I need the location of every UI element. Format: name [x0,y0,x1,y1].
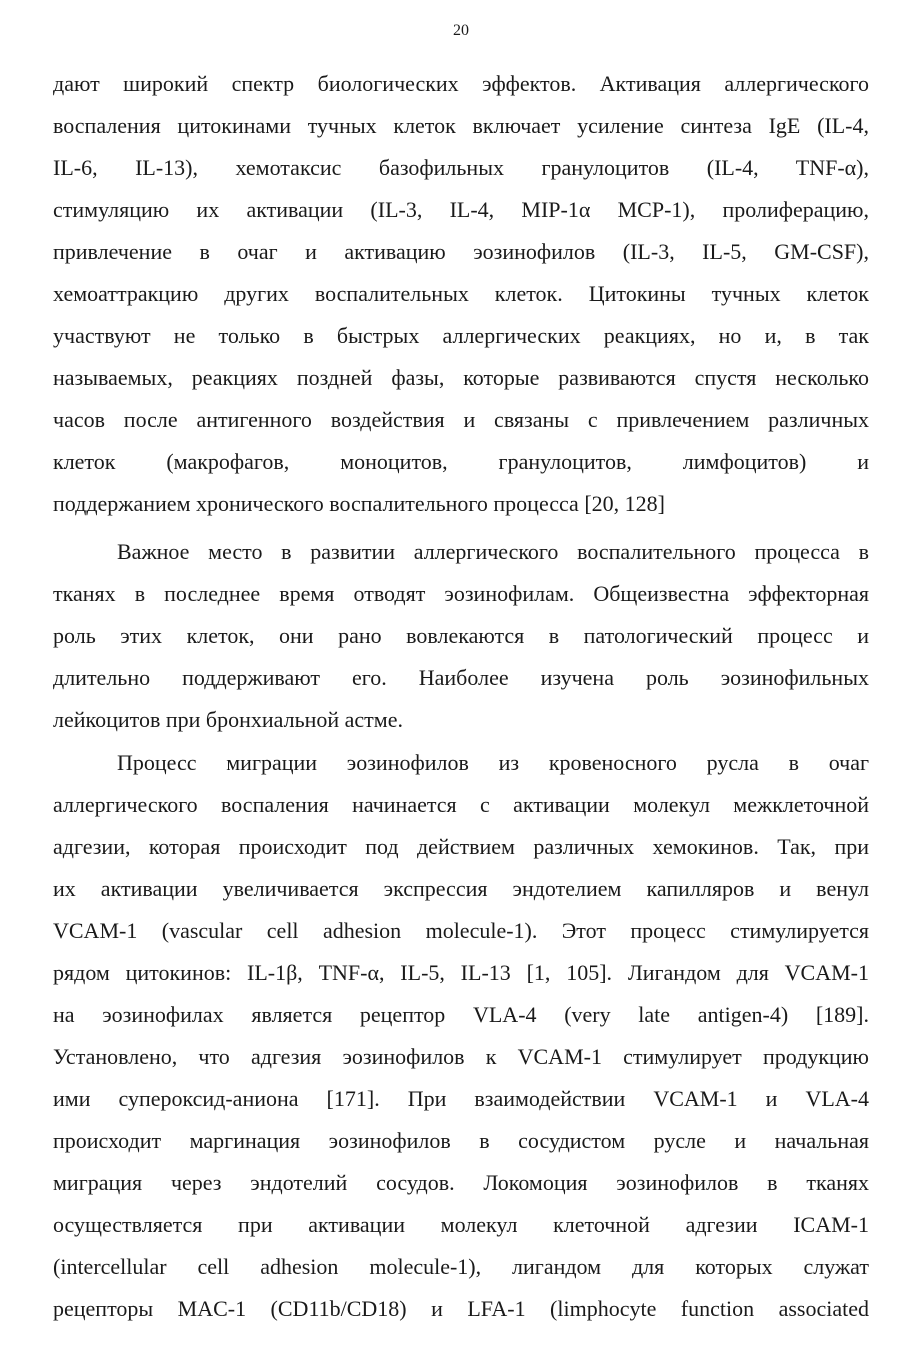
text-line: длительно поддерживают его. Наиболее изучена роль эозинофильных [53,665,869,690]
text-line: клеток (макрофагов, моноцитов, гранулоцитов, лимфоцитов) и [53,449,869,474]
text-line: тканях в последнее время отводят эозинофилам. Общеизвестна эффекторная [53,581,869,606]
text-line: лейкоцитов при бронхиальной астме. [53,707,403,732]
text-line: Важное место в развитии аллергического воспалительного процесса в [117,539,869,564]
text-line: аллергического воспаления начинается с активации молекул межклеточной [53,792,869,817]
text-line: часов после антигенного воздействия и связаны с привлечением различных [53,407,869,432]
text-line: участвуют не только в быстрых аллергических реакциях, но и, в так [53,323,869,348]
text-line: дают широкий спектр биологических эффектов. Активация аллергического [53,71,869,96]
text-line: роль этих клеток, они рано вовлекаются в патологический процесс и [53,623,869,648]
text-line: (intercellular cell adhesion molecule-1), лигандом для которых служат [53,1254,869,1279]
text-line: происходит маргинация эозинофилов в сосудистом русле и начальная [53,1128,869,1153]
text-line: стимуляцию их активации (IL-3, IL-4, MIP-1α MCP-1), пролиферацию, [53,197,869,222]
text-line: поддержанием хронического воспалительного процесса [20, 128] [53,491,665,516]
text-line: ими супероксид-аниона [171]. При взаимодействии VCAM-1 и VLA-4 [53,1086,869,1111]
text-line: называемых, реакциях поздней фазы, которые развиваются спустя несколько [53,365,869,390]
text-line: осуществляется при активации молекул клеточной адгезии ICAM-1 [53,1212,869,1237]
text-line: VCAM-1 (vascular cell adhesion molecule-1). Этот процесс стимулируется [53,918,869,943]
text-line: миграция через эндотелий сосудов. Локомоция эозинофилов в тканях [53,1170,869,1195]
paragraph-eosinophils-role [53,531,869,741]
text-line: воспаления цитокинами тучных клеток включает усиление синтеза IgE (IL-4, [53,113,869,138]
text-line: рядом цитокинов: IL-1β, TNF-α, IL-5, IL-13 [1, 105]. Лигандом для VCAM-1 [53,960,869,985]
text-line: привлечение в очаг и активацию эозинофилов (IL-3, IL-5, GM-CSF), [53,239,869,264]
text-line: их активации увеличивается экспрессия эндотелием капилляров и венул [53,876,869,901]
paragraph-cytokine-effects [53,63,869,525]
text-line: Установлено, что адгезия эозинофилов к VCAM-1 стимулирует продукцию [53,1044,869,1069]
paragraph-eosinophil-migration [53,742,869,1330]
text-line: рецепторы MAC-1 (CD11b/CD18) и LFA-1 (limphocyte function associated [53,1296,869,1321]
text-line: IL-6, IL-13), хемотаксис базофильных гранулоцитов (IL-4, TNF-α), [53,155,869,180]
text-line: адгезии, которая происходит под действием различных хемокинов. Так, при [53,834,869,859]
text-line: на эозинофилах является рецептор VLA-4 (very late antigen-4) [189]. [53,1002,869,1027]
text-line: хемоаттракцию других воспалительных клеток. Цитокины тучных клеток [53,281,869,306]
page-number: 20 [453,22,469,39]
text-line: Процесс миграции эозинофилов из кровеносного русла в очаг [117,750,869,775]
